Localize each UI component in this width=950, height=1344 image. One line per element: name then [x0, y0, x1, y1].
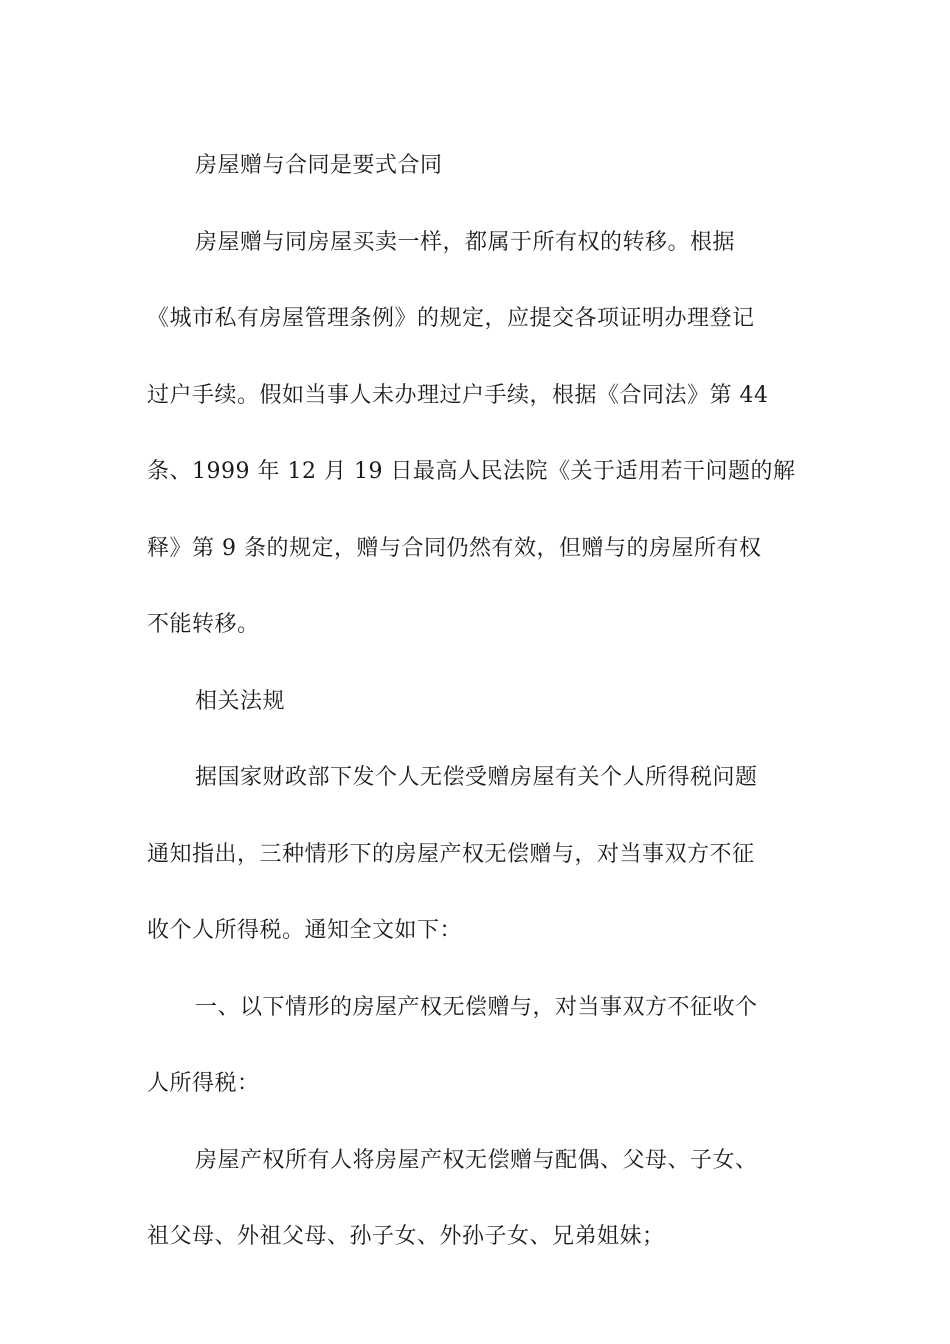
text-line: 房屋赠与合同是要式合同 [195, 153, 443, 178]
text-line: 不能转移。 [147, 612, 260, 637]
text-line: 释》第 9 条的规定，赠与合同仍然有效，但赠与的房屋所有权 [147, 535, 762, 561]
paragraph-relatives [147, 1123, 807, 1276]
paragraph-ownership-transfer [147, 205, 807, 664]
text-line: 房屋赠与同房屋买卖一样，都属于所有权的转移。根据 [195, 229, 736, 255]
text-line: 人所得税： [147, 1071, 260, 1096]
text-line: 过户手续。假如当事人未办理过户手续，根据《合同法》第 44 [147, 382, 769, 408]
text-line: 《城市私有房屋管理条例》的规定，应提交各项证明办理登记 [147, 306, 755, 331]
text-line: 一、以下情形的房屋产权无偿赠与，对当事双方不征收个 [195, 994, 758, 1020]
section-heading-regulations [147, 664, 807, 741]
text-line: 相关法规 [195, 688, 286, 714]
text-line: 祖父母、外祖父母、孙子女、外孙子女、兄弟姐妹； [147, 1224, 665, 1249]
document-body [147, 128, 807, 1276]
text-line: 通知指出，三种情形下的房屋产权无偿赠与，对当事双方不征 [147, 841, 755, 867]
section-heading-gift-contract [147, 128, 807, 205]
text-line: 收个人所得税。通知全文如下： [147, 918, 463, 943]
text-line: 据国家财政部下发个人无偿受赠房屋有关个人所得税问题 [195, 765, 758, 790]
text-line: 房屋产权所有人将房屋产权无偿赠与配偶、父母、子女、 [195, 1147, 758, 1173]
paragraph-tax-notice [147, 740, 807, 970]
paragraph-item-one [147, 970, 807, 1123]
text-line: 条、1999 年 12 月 19 日最高人民法院《关于适用若干问题的解 [147, 459, 796, 484]
